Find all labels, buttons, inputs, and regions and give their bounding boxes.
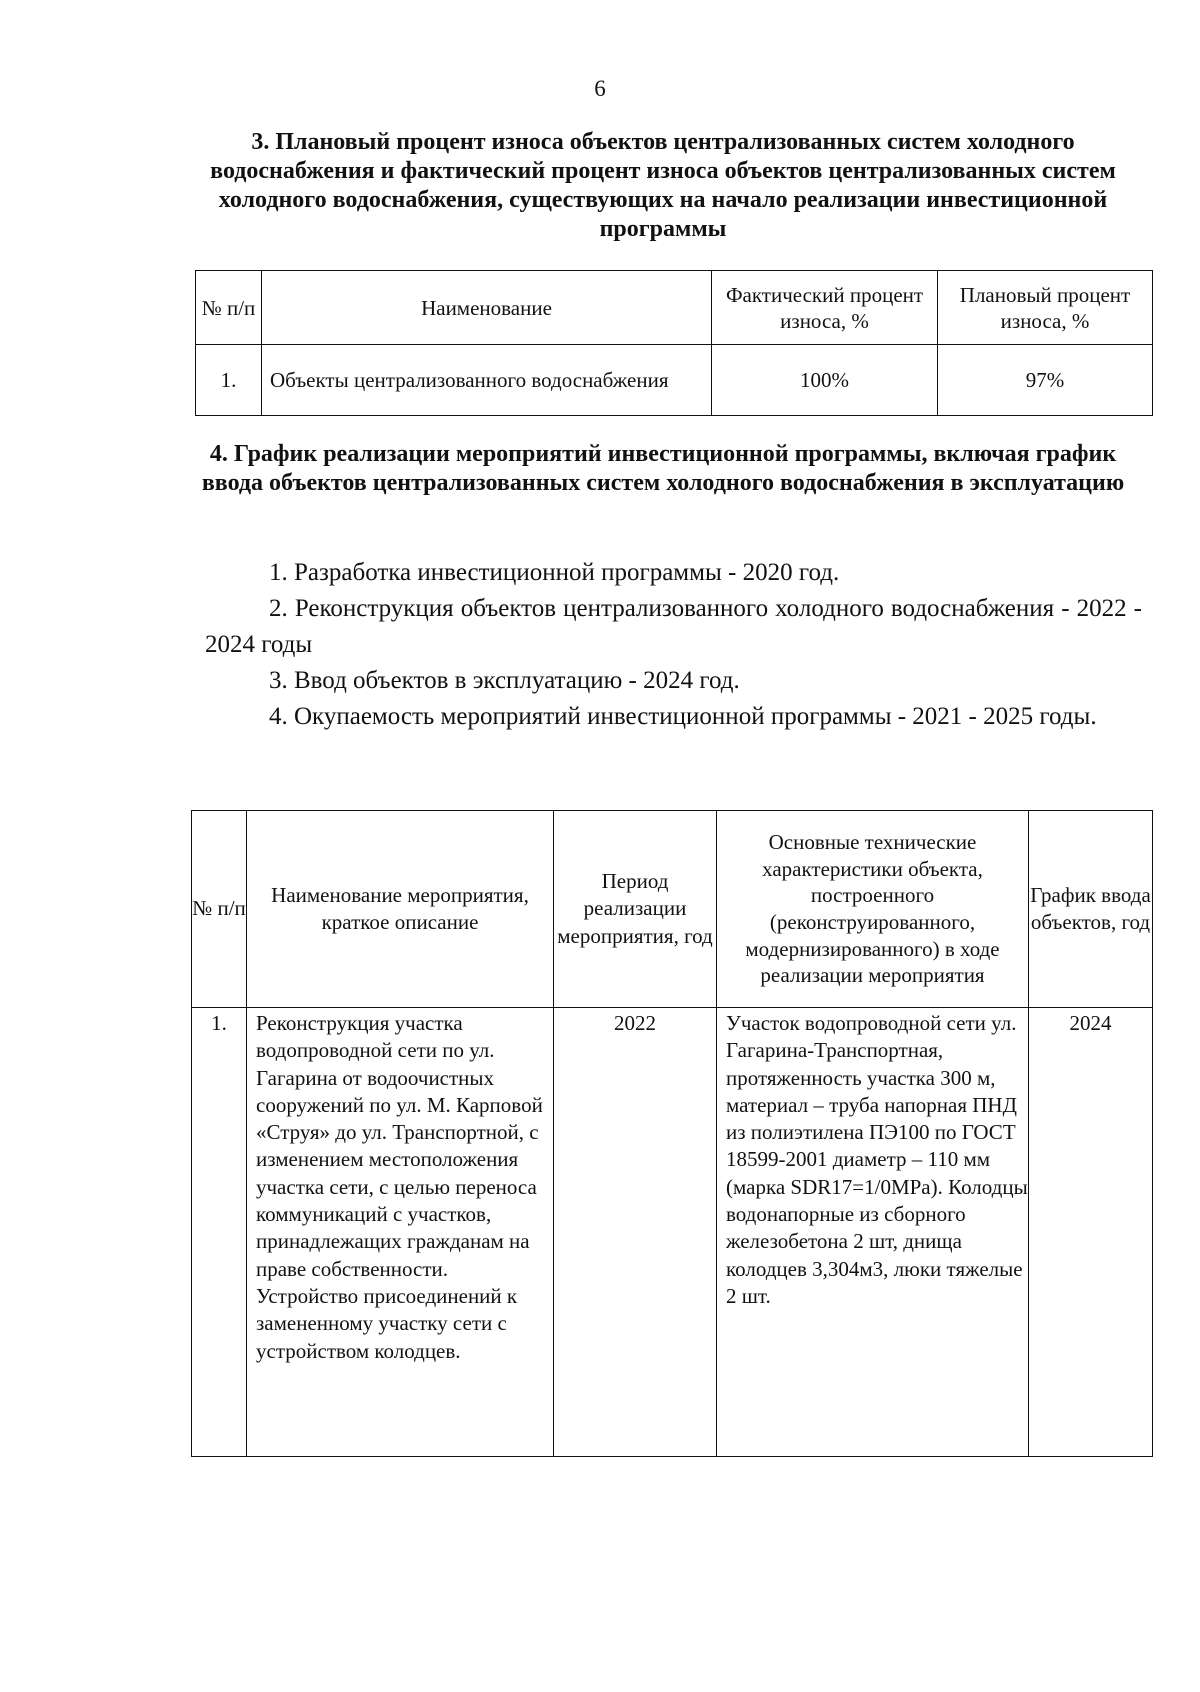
section-3-title: 3. Плановый процент износа объектов централизованных систем холодного водоснабжения и фактический процент износа объектов централизованных систем холодного водоснабжения, существующих на начало реализации инвестиционной программы <box>210 129 1116 242</box>
wear-percentage-table <box>195 270 1153 416</box>
header-num: № п/п <box>196 271 262 345</box>
header-name: Наименование <box>262 271 712 345</box>
header-schedule: График ввода объектов, год <box>1029 811 1153 1008</box>
table-row <box>192 1008 1153 1457</box>
list-item: 2. Реконструкция объектов централизованного холодного водоснабжения - 2022 - 2024 годы <box>205 595 1142 658</box>
header-actual-wear: Фактический процент износа, % <box>712 271 938 345</box>
table-header-row <box>196 271 1153 345</box>
row-planned-wear: 97% <box>938 345 1153 416</box>
header-name: Наименование мероприятия, краткое описание <box>247 811 554 1008</box>
table-header-row <box>192 811 1153 1008</box>
list-item: 1. Разработка инвестиционной программы - 2020 год. <box>269 559 840 586</box>
schedule-list <box>205 555 1142 735</box>
header-planned-wear: Плановый процент износа, % <box>938 271 1153 345</box>
header-num: № п/п <box>192 811 247 1008</box>
row-num: 1. <box>192 1008 247 1457</box>
header-period: Период реализации мероприятия, год <box>554 811 717 1008</box>
section-4-title: 4. График реализации мероприятий инвестиционной программы, включая график ввода объектов централизованных систем холодного водоснабжения в эксплуатацию <box>201 441 1125 496</box>
row-actual-wear: 100% <box>712 345 938 416</box>
page-number: 6 <box>594 76 606 101</box>
measures-schedule-table <box>191 810 1153 1457</box>
list-item: 3. Ввод объектов в эксплуатацию - 2024 год. <box>269 667 740 694</box>
row-period: 2022 <box>554 1008 717 1457</box>
row-name: Реконструкция участка водопроводной сети по ул. Гагарина от водоочистных сооружений по ул. М. Карповой «Струя» до ул. Транспортной, с изменением местоположения участка сети, с целью переноса коммуникаций с участков, принадлежащих гражданам на праве собственности. Устройство присоединений к замененному участку сети с устройством колодцев. <box>247 1008 554 1457</box>
header-tech-specs: Основные технические характеристики объекта, построенного (реконструированного, модернизированного) в ходе реализации мероприятия <box>717 811 1029 1008</box>
row-tech-specs: Участок водопроводной сети ул. Гагарина-Транспортная, протяженность участка 300 м, материал – труба напорная ПНД из полиэтилена ПЭ100 по ГОСТ 18599-2001 диаметр – 110 мм (марка SDR17=1/0MPa). Колодцы водонапорные из сборного железобетона 2 шт, днища колодцев 3,304м3, люки тяжелые 2 шт. <box>717 1008 1029 1457</box>
row-num: 1. <box>196 345 262 416</box>
row-name: Объекты централизованного водоснабжения <box>262 345 712 416</box>
list-item: 4. Окупаемость мероприятий инвестиционной программы - 2021 - 2025 годы. <box>269 703 1097 730</box>
table-row <box>196 345 1153 416</box>
row-schedule: 2024 <box>1029 1008 1153 1457</box>
